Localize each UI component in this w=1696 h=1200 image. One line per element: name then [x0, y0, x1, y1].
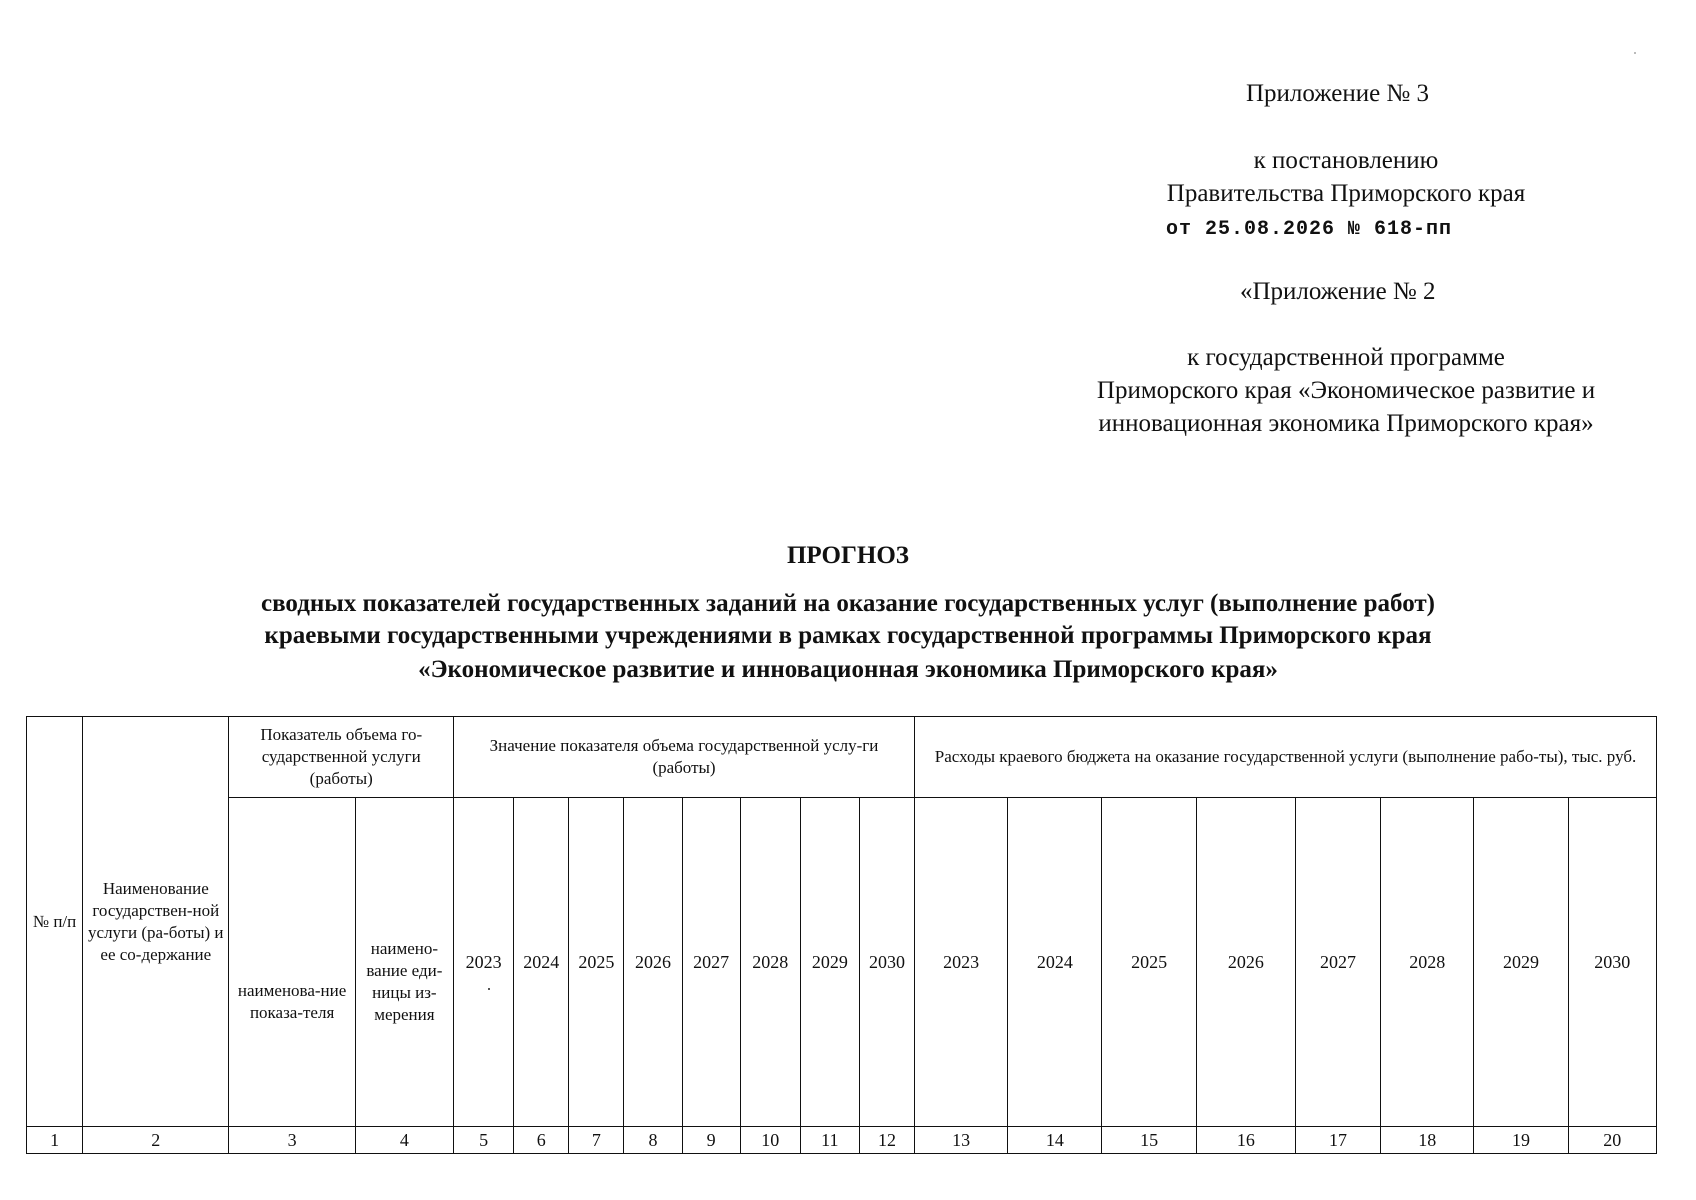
column-number: 9: [682, 1127, 740, 1154]
column-number: 1: [27, 1127, 83, 1154]
expense-year-2027: 2027: [1295, 798, 1380, 1127]
column-number: 4: [355, 1127, 453, 1154]
resolution-reference: к постановлению: [1253, 147, 1439, 174]
header-service-name: Наименование государствен-ной услуги (ра-боты) и ее со-держание: [83, 717, 229, 1127]
value-year-2024: 2024: [514, 798, 569, 1127]
header-indicator-name: наименова-ние показа-теля: [229, 798, 355, 1127]
program-reference: к государственной программе: [1187, 344, 1505, 371]
column-number: 5: [454, 1127, 514, 1154]
column-number: 10: [740, 1127, 800, 1154]
value-year-2025: 2025: [569, 798, 624, 1127]
scan-speck: [1634, 52, 1636, 54]
expense-year-2025: 2025: [1102, 798, 1196, 1127]
header-number: № п/п: [27, 717, 83, 1127]
column-number: 15: [1102, 1127, 1196, 1154]
title-line-1: сводных показателей государственных заданий на оказание государственных услуг (выполнение работ): [261, 590, 1435, 617]
column-number: 6: [514, 1127, 569, 1154]
value-year-2026: 2026: [624, 798, 682, 1127]
expense-year-2029: 2029: [1474, 798, 1568, 1127]
expense-year-2026: 2026: [1196, 798, 1295, 1127]
table-header-row-1: [27, 717, 1657, 798]
value-year-2030: 2030: [859, 798, 914, 1127]
expense-year-2028: 2028: [1381, 798, 1474, 1127]
title-line-3: «Экономическое развитие и инновационная экономика Приморского края»: [418, 656, 1278, 683]
expense-year-2023: 2023: [915, 798, 1008, 1127]
document-title: ПРОГНОЗ: [786, 542, 909, 569]
forecast-table: [26, 716, 1657, 1154]
column-number: 17: [1295, 1127, 1380, 1154]
column-number: 11: [800, 1127, 859, 1154]
scan-speck: [488, 988, 490, 990]
table-header-row-2: [27, 798, 1657, 1127]
title-line-2: краевыми государственными учреждениями в рамках государственной программы Приморского края: [264, 622, 1432, 649]
header-budget-expenses: Расходы краевого бюджета на оказание государственной услуги (выполнение рабо-ты), тыс. руб.: [915, 717, 1657, 798]
header-indicator-values: Значение показателя объема государственной услу-ги (работы): [454, 717, 915, 798]
column-number: 16: [1196, 1127, 1295, 1154]
column-number: 2: [83, 1127, 229, 1154]
column-number: 12: [859, 1127, 914, 1154]
value-year-2028: 2028: [740, 798, 800, 1127]
resolution-date-number: от 25.08.2026 № 618-пп: [1166, 218, 1453, 241]
appendix-2-reference: «Приложение № 2: [1240, 278, 1436, 305]
expense-year-2030: 2030: [1568, 798, 1656, 1127]
expense-year-2024: 2024: [1008, 798, 1102, 1127]
column-number: 3: [229, 1127, 355, 1154]
forecast-table-wrapper: [26, 716, 1657, 1154]
value-year-2027: 2027: [682, 798, 740, 1127]
column-number: 8: [624, 1127, 682, 1154]
program-name-line2: инновационная экономика Приморского края»: [1098, 410, 1594, 437]
program-name-line1: Приморского края «Экономическое развитие и: [1096, 377, 1596, 404]
column-number: 7: [569, 1127, 624, 1154]
government-name: Правительства Приморского края: [1166, 180, 1526, 207]
appendix-number: Приложение № 3: [1246, 80, 1430, 107]
column-number: 20: [1568, 1127, 1656, 1154]
column-number: 13: [915, 1127, 1008, 1154]
value-year-2023: 2023: [454, 798, 514, 1127]
column-number: 19: [1474, 1127, 1568, 1154]
header-volume-indicator: Показатель объема го-сударственной услуги (работы): [229, 717, 454, 798]
column-number: 14: [1008, 1127, 1102, 1154]
column-number-row: [27, 1127, 1657, 1154]
value-year-2029: 2029: [800, 798, 859, 1127]
header-unit-name: наимено-вание еди-ницы из-мерения: [355, 798, 453, 1127]
column-number: 18: [1381, 1127, 1474, 1154]
